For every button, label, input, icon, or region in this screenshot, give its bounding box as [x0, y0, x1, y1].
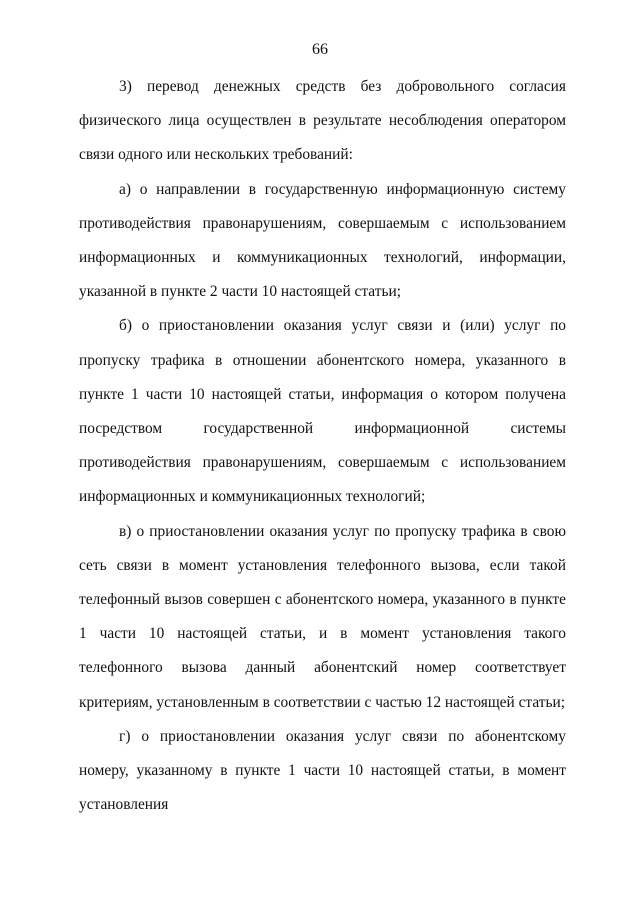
paragraph-subitem-a: а) о направлении в государственную информационную систему противодействия правонарушениям, совершаемым с использованием информационных и коммуникационных технологий, информации, указанной в пункте 2 части 10 настоящей статьи;	[79, 180, 566, 301]
page-number: 66	[312, 41, 328, 58]
paragraph-item-3: 3) перевод денежных средств без добровольного согласия физического лица осуществлен в результате несоблюдения оператором связи одного или нескольких требований:	[79, 78, 566, 164]
paragraph-subitem-g: г) о приостановлении оказания услуг связи по абонентскому номеру, указанному в пункте 1 части 10 настоящей статьи, в момент установления	[79, 727, 566, 814]
document-body	[79, 70, 566, 822]
paragraph-subitem-v: в) о приостановлении оказания услуг по пропуску трафика в свою сеть связи в момент установления телефонного вызова, если такой телефонный вызов совершен с абонентского номера, указанного в пункте 1 части 10 настоящей статьи, и в момент установления такого телефонного вызова данный абонентский номер соответствует критериям, установленным в соответствии с частью 12 настоящей статьи;	[79, 522, 566, 711]
paragraph-subitem-b: б) о приостановлении оказания услуг связи и (или) услуг по пропуску трафика в отношении абонентского номера, указанного в пункте 1 части 10 настоящей статьи, информация о котором получена посредством государственной информационной системы противодействия правонарушениям, совершаемым с использованием информационных и коммуникационных технологий;	[79, 317, 566, 506]
